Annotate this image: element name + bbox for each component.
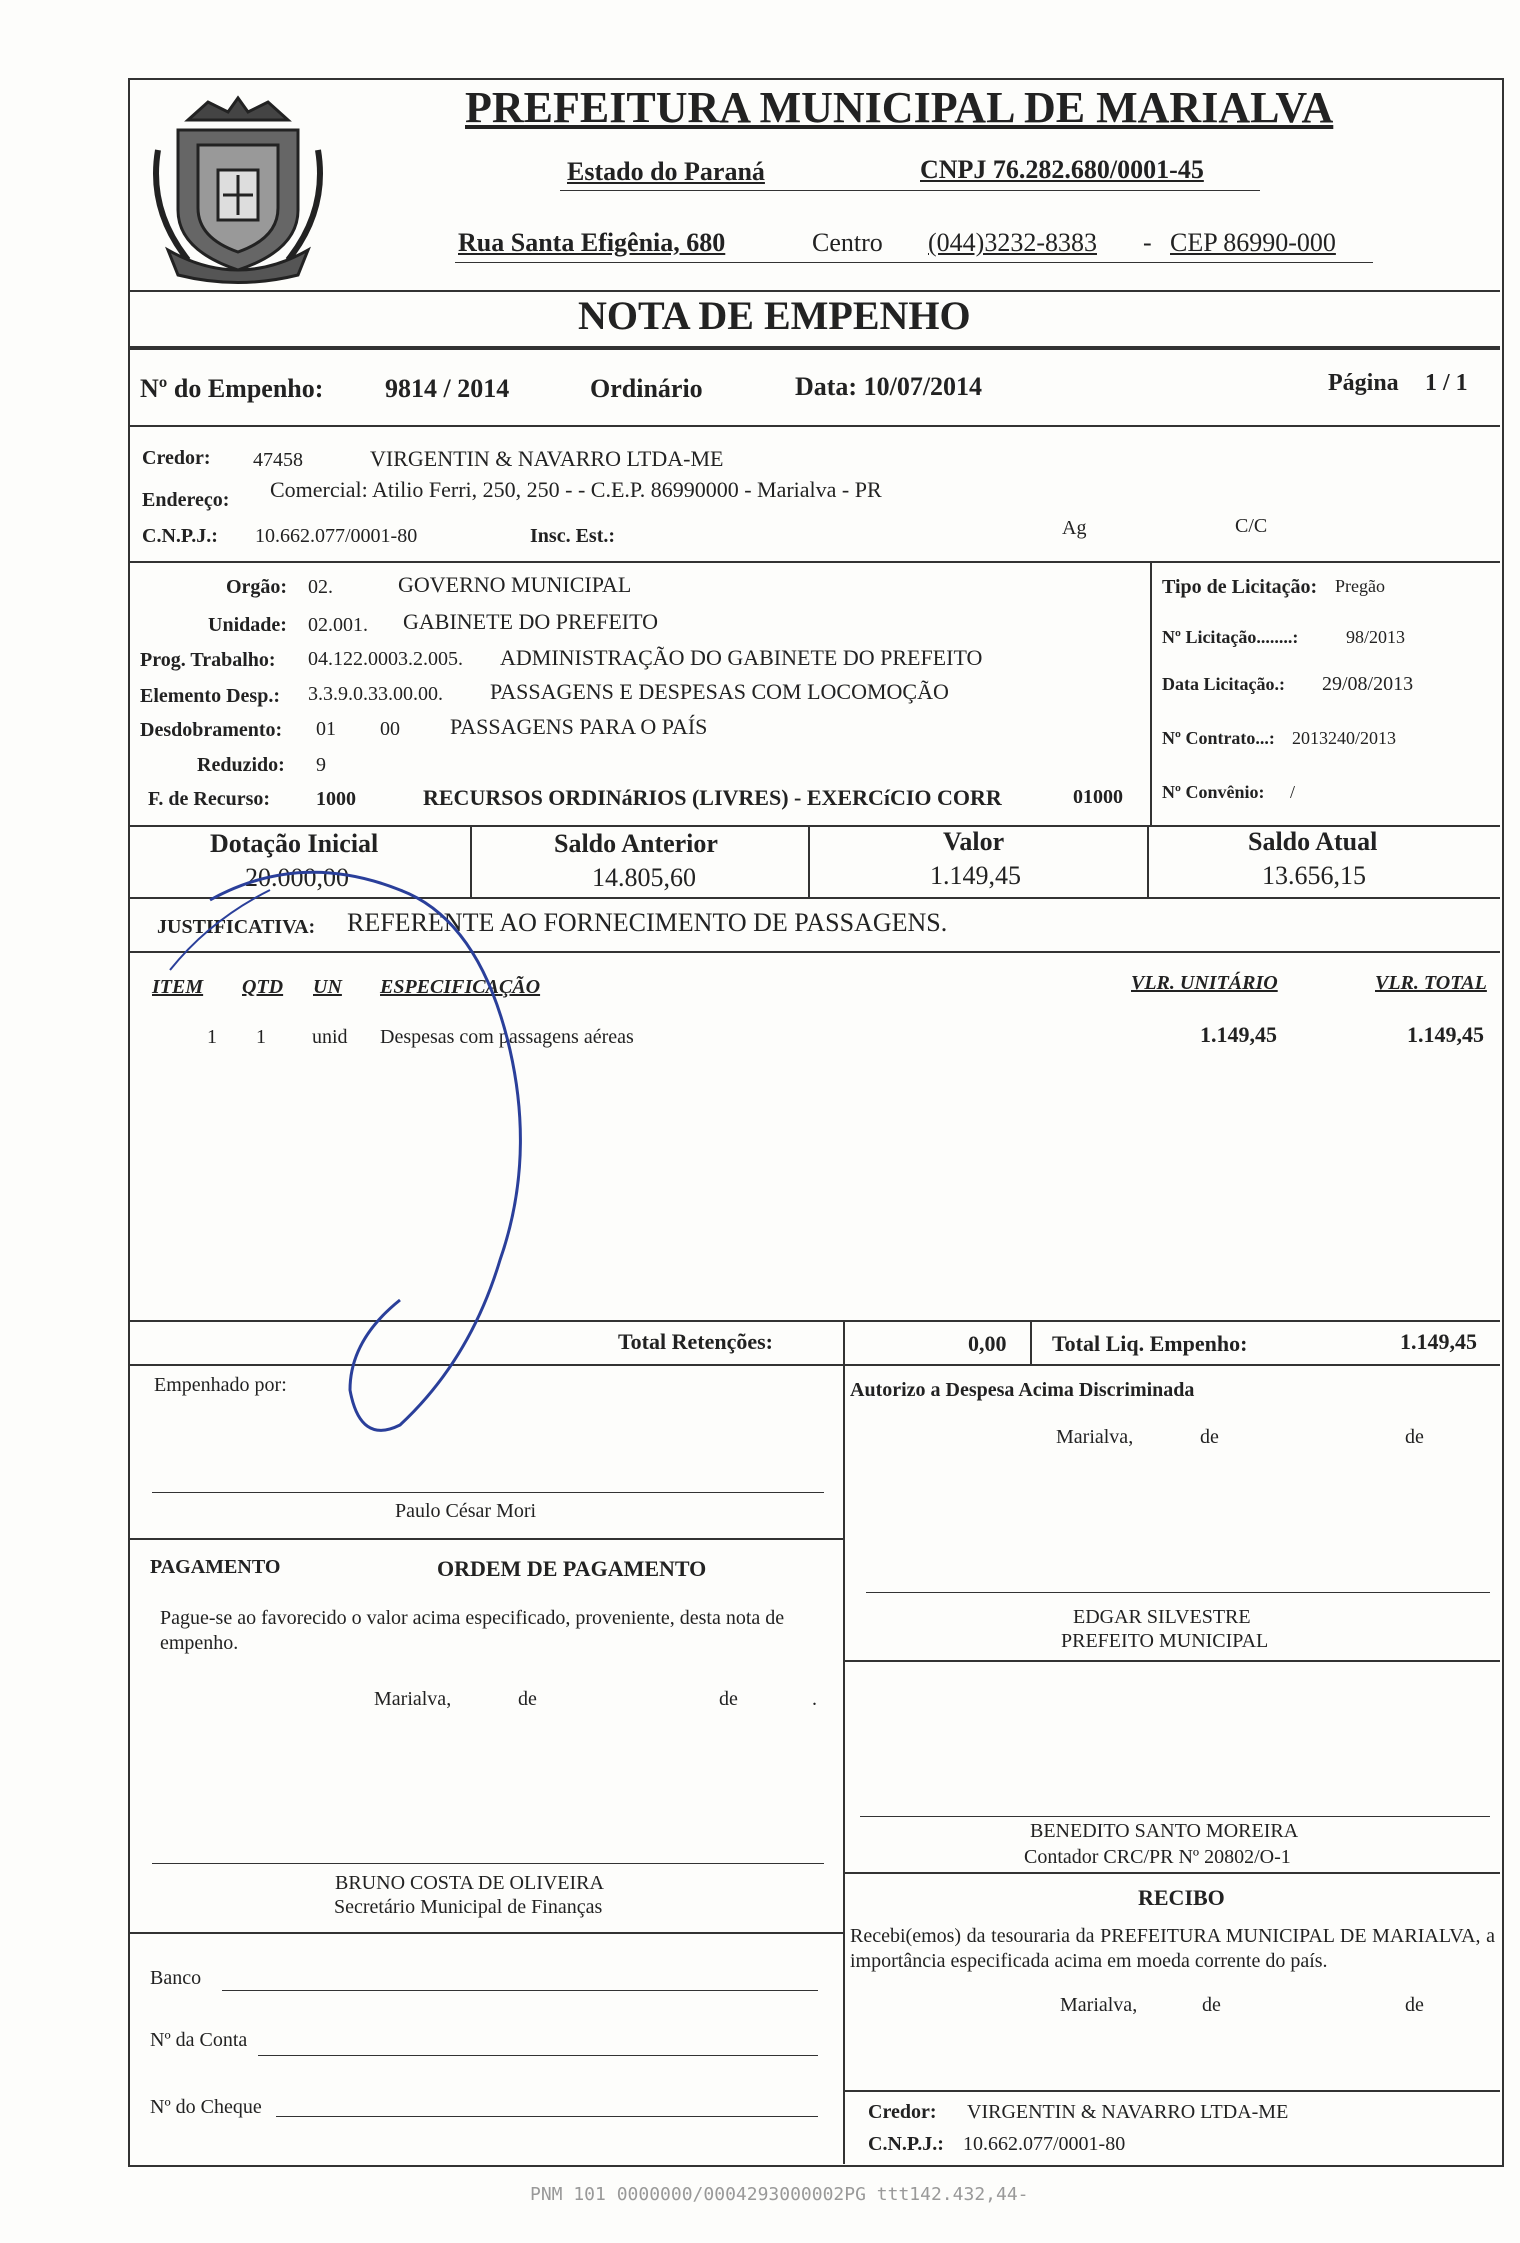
contrato-value: 2013240/2013: [1292, 728, 1397, 748]
saldo-anterior-label: Saldo Anterior: [554, 829, 718, 858]
unidade-code: 02.001.: [308, 614, 368, 636]
orgao-label: Orgão:: [226, 576, 288, 598]
total-liquido-label: Total Liq. Empenho:: [1052, 1331, 1248, 1356]
divider-budget-vertical: [1150, 563, 1152, 825]
header-underline-2: [455, 262, 1373, 263]
orgao-name: GOVERNO MUNICIPAL: [398, 572, 632, 597]
coat-of-arms-logo: [148, 90, 328, 290]
item-vlr-total: 1.149,45: [1407, 1022, 1484, 1047]
contrato-label: Nº Contrato...:: [1162, 728, 1275, 748]
recurso-code-2: 01000: [1073, 786, 1123, 808]
phone-label: (044)3232-8383: [928, 228, 1097, 257]
recibo-credor-name: VIRGENTIN & NAVARRO LTDA-ME: [967, 2101, 1289, 2123]
pagamento-label: PAGAMENTO: [150, 1556, 281, 1578]
credor-code: 47458: [253, 449, 303, 471]
handwritten-signature: [150, 820, 570, 1440]
address-value: Comercial: Atilio Ferri, 250, 250 - - C.E.P. 86990000 - Marialva - PR: [270, 477, 882, 502]
prog-name: ADMINISTRAÇÃO DO GABINETE DO PREFEITO: [500, 645, 983, 670]
item-number: 1: [207, 1026, 217, 1048]
footer-code: PNM 101 0000000/0004293000002PG ttt142.432,44-: [530, 2184, 1029, 2205]
col-header-vlr-unitario: VLR. UNITÁRIO: [1131, 972, 1278, 994]
recurso-name: RECURSOS ORDINáRIOS (LIVRES) - EXERCíCIO CORR: [423, 785, 1002, 810]
address-label: Endereço:: [142, 489, 230, 511]
unidade-label: Unidade:: [208, 614, 287, 636]
credor-cnpj-label: C.N.P.J.:: [142, 525, 218, 547]
valor-value: 1.149,45: [930, 861, 1021, 890]
recurso-label: F. de Recurso:: [148, 788, 271, 810]
col-header-especificacao: ESPECIFICAÇÃO: [380, 976, 541, 998]
state-label: Estado do Paraná: [567, 157, 765, 186]
recibo-cnpj-value: 10.662.077/0001-80: [963, 2133, 1126, 2155]
divider-title: [130, 346, 1500, 350]
saldo-atual-label: Saldo Atual: [1248, 827, 1378, 856]
prefeito-signature-line: [866, 1592, 1490, 1593]
page-label: Página: [1328, 370, 1399, 396]
credor-label: Credor:: [142, 447, 211, 469]
municipality-title: PREFEITURA MUNICIPAL DE MARIALVA: [465, 83, 1334, 132]
empenho-number-label: Nº do Empenho:: [140, 374, 324, 403]
convenio-label: Nº Convênio:: [1162, 782, 1265, 802]
insc-label: Insc. Est.:: [530, 525, 616, 547]
conta-field[interactable]: [258, 2055, 818, 2056]
empenho-type: Ordinário: [590, 374, 703, 403]
reduzido-value: 9: [316, 754, 326, 776]
autorizo-place: Marialva,: [1056, 1426, 1134, 1448]
reduzido-label: Reduzido:: [197, 754, 285, 776]
ag-label: Ag: [1062, 517, 1087, 539]
cnpj-header: CNPJ 76.282.680/0001-45: [920, 155, 1204, 184]
divider-contador: [843, 1872, 1500, 1874]
prog-code: 04.122.0003.2.005.: [308, 648, 463, 670]
page-value: 1 / 1: [1425, 370, 1468, 396]
pagamento-place: Marialva,: [374, 1688, 452, 1710]
credor-cnpj: 10.662.077/0001-80: [255, 525, 418, 547]
ordem-pagamento-label: ORDEM DE PAGAMENTO: [437, 1556, 707, 1581]
divider-empenhado: [130, 1538, 844, 1540]
pagamento-dot: .: [812, 1688, 817, 1710]
item-especificacao: Despesas com passagens aéreas: [380, 1026, 634, 1048]
item-vlr-unitario: 1.149,45: [1200, 1022, 1277, 1047]
divider-empenho: [130, 425, 1500, 427]
secretario-name: BRUNO COSTA DE OLIVEIRA: [335, 1872, 604, 1894]
saldo-atual-value: 13.656,15: [1262, 861, 1366, 890]
elem-code: 3.3.9.0.33.00.00.: [308, 683, 443, 705]
cep-label: CEP 86990-000: [1170, 228, 1336, 257]
divider-values-2: [808, 825, 810, 897]
item-qtd: 1: [256, 1026, 266, 1048]
col-header-vlr-total: VLR. TOTAL: [1375, 972, 1487, 994]
convenio-value: /: [1290, 782, 1296, 802]
banco-field[interactable]: [222, 1990, 818, 1991]
retencoes-value: 0,00: [968, 1331, 1007, 1356]
autorizo-de-2: de: [1405, 1426, 1424, 1448]
recibo-cnpj-label: C.N.P.J.:: [868, 2133, 944, 2155]
elem-name: PASSAGENS E DESPESAS COM LOCOMOÇÃO: [490, 679, 949, 704]
retencoes-label: Total Retenções:: [618, 1329, 773, 1354]
justificativa-label: JUSTIFICATIVA:: [157, 916, 316, 938]
col-header-un: UN: [313, 976, 342, 998]
divider-credor: [130, 561, 1500, 563]
orgao-code: 02.: [308, 576, 333, 598]
contador-signature-line: [860, 1816, 1490, 1817]
tipo-licitacao-value: Pregão: [1335, 576, 1385, 596]
cheque-label: Nº do Cheque: [150, 2096, 262, 2118]
street-label: Rua Santa Efigênia, 680: [458, 228, 726, 257]
empenho-date: Data: 10/07/2014: [795, 372, 983, 401]
divider-values-3: [1147, 825, 1149, 897]
pagamento-text: Pague-se ao favorecido o valor acima especificado, proveniente, desta nota de empenho.: [160, 1607, 785, 1654]
desd-code-1: 01: [316, 718, 336, 740]
prog-label: Prog. Trabalho:: [140, 649, 276, 671]
item-un: unid: [312, 1026, 348, 1048]
num-licitacao-label: Nº Licitação........:: [1162, 627, 1299, 647]
recibo-place: Marialva,: [1060, 1994, 1138, 2016]
credor-name: VIRGENTIN & NAVARRO LTDA-ME: [370, 446, 724, 471]
cc-label: C/C: [1235, 515, 1268, 537]
dotacao-label: Dotação Inicial: [210, 829, 379, 858]
header-underline-1: [560, 190, 1260, 191]
recibo-text: Recebi(emos) da tesouraria da PREFEITURA MUNICIPAL DE MARIALVA, a importância especificada acima em moeda corrente do país.: [850, 1925, 1495, 1972]
prefeito-name: EDGAR SILVESTRE: [1073, 1606, 1251, 1628]
desd-name: PASSAGENS PARA O PAÍS: [450, 714, 708, 739]
total-liquido-value: 1.149,45: [1400, 1329, 1477, 1354]
contador-name: BENEDITO SANTO MOREIRA: [1030, 1820, 1299, 1842]
recibo-credor-label: Credor:: [868, 2101, 937, 2123]
saldo-anterior-value: 14.805,60: [592, 863, 696, 892]
banco-label: Banco: [150, 1967, 202, 1989]
empenho-number: 9814 / 2014: [385, 374, 510, 403]
empenhado-name: Paulo César Mori: [395, 1500, 537, 1522]
desd-label: Desdobramento:: [140, 719, 283, 741]
col-header-item: ITEM: [152, 976, 204, 998]
desd-code-2: 00: [380, 718, 400, 740]
recurso-code: 1000: [316, 788, 356, 810]
pagamento-de-2: de: [719, 1688, 738, 1710]
secretario-role: Secretário Municipal de Finanças: [334, 1896, 603, 1918]
cheque-field[interactable]: [276, 2116, 818, 2117]
divider-totals-2: [1030, 1320, 1032, 1364]
justificativa-text: REFERENTE AO FORNECIMENTO DE PASSAGENS.: [347, 908, 948, 937]
doc-title: NOTA DE EMPENHO: [578, 293, 971, 338]
autorizo-label: Autorizo a Despesa Acima Discriminada: [850, 1379, 1195, 1401]
num-licitacao-value: 98/2013: [1346, 627, 1406, 647]
prefeito-role: PREFEITO MUNICIPAL: [1061, 1630, 1269, 1652]
empenhado-label: Empenhado por:: [154, 1374, 287, 1396]
recibo-title: RECIBO: [1138, 1885, 1225, 1910]
data-licitacao-label: Data Licitação.:: [1162, 674, 1285, 694]
secretario-signature-line: [152, 1863, 824, 1864]
unidade-name: GABINETE DO PREFEITO: [403, 609, 659, 634]
autorizo-de-1: de: [1200, 1426, 1219, 1448]
col-header-qtd: QTD: [242, 976, 284, 998]
divider-bank: [130, 1932, 844, 1934]
contador-role: Contador CRC/PR Nº 20802/O-1: [1024, 1846, 1291, 1868]
recibo-de-1: de: [1202, 1994, 1221, 2016]
divider-recibo: [843, 2090, 1500, 2092]
data-licitacao-value: 29/08/2013: [1322, 673, 1414, 695]
pagamento-de-1: de: [518, 1688, 537, 1710]
elem-label: Elemento Desp.:: [140, 685, 280, 707]
divider-prefeito: [843, 1660, 1500, 1662]
district-label: Centro: [812, 228, 883, 257]
tipo-licitacao-label: Tipo de Licitação:: [1162, 576, 1318, 598]
divider-totals-1: [843, 1320, 845, 1364]
recibo-de-2: de: [1405, 1994, 1424, 2016]
header-dash: -: [1143, 228, 1152, 257]
divider-lower-vertical: [843, 1364, 845, 2164]
valor-label: Valor: [943, 827, 1005, 856]
conta-label: Nº da Conta: [150, 2029, 248, 2051]
empenhado-signature-line: [152, 1492, 824, 1493]
dotacao-value: 20.000,00: [245, 863, 349, 892]
